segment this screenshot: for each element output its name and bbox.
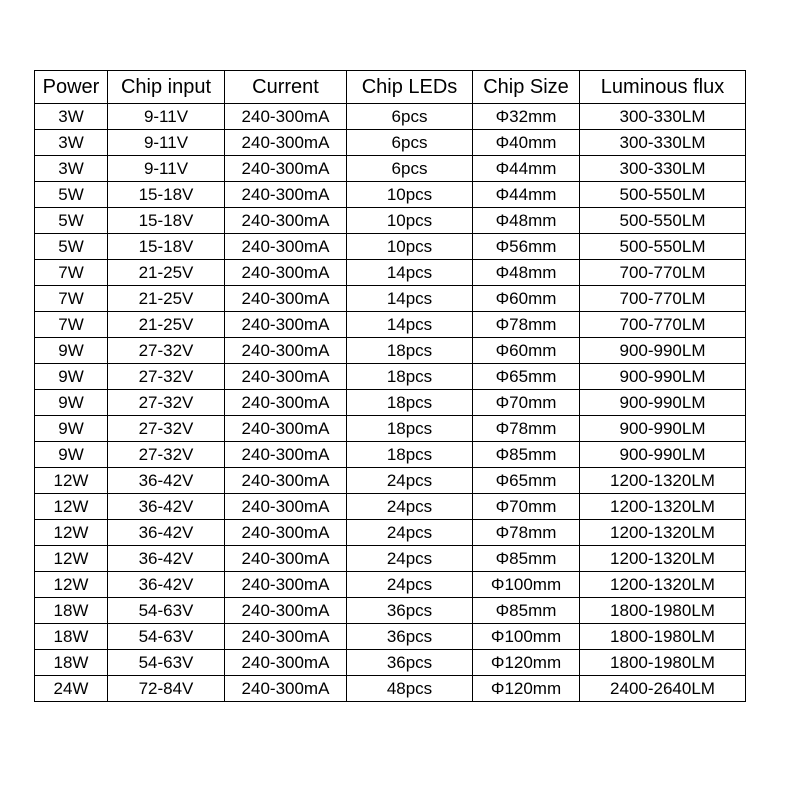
chip-size-cell: Φ120mm: [473, 650, 580, 676]
luminous-flux-cell: 1200-1320LM: [580, 546, 746, 572]
chip-size-cell: Φ85mm: [473, 598, 580, 624]
chip-input-cell: 27-32V: [108, 442, 225, 468]
chip-size-cell: Φ70mm: [473, 390, 580, 416]
current-cell: 240-300mA: [225, 676, 347, 702]
chip-input-cell: 15-18V: [108, 182, 225, 208]
current-cell: 240-300mA: [225, 416, 347, 442]
led-spec-table: [34, 70, 746, 702]
chip-input-cell: 36-42V: [108, 546, 225, 572]
chip-leds-cell: 14pcs: [347, 260, 473, 286]
chip-input-cell: 54-63V: [108, 650, 225, 676]
luminous-flux-cell: 1800-1980LM: [580, 624, 746, 650]
power-cell: 7W: [35, 286, 108, 312]
chip-size-cell: Φ32mm: [473, 104, 580, 130]
luminous-flux-cell: 700-770LM: [580, 312, 746, 338]
table-row: [35, 624, 746, 650]
power-cell: 12W: [35, 520, 108, 546]
chip-size-cell: Φ60mm: [473, 338, 580, 364]
current-cell: 240-300mA: [225, 208, 347, 234]
current-cell: 240-300mA: [225, 494, 347, 520]
power-cell: 9W: [35, 364, 108, 390]
table-row: [35, 260, 746, 286]
chip-input-cell: 27-32V: [108, 390, 225, 416]
chip-input-cell: 9-11V: [108, 156, 225, 182]
current-cell: 240-300mA: [225, 624, 347, 650]
luminous-flux-cell: 1800-1980LM: [580, 650, 746, 676]
chip-size-cell: Φ40mm: [473, 130, 580, 156]
luminous-flux-cell: 500-550LM: [580, 234, 746, 260]
chip-input-cell: 21-25V: [108, 286, 225, 312]
luminous-flux-cell: 900-990LM: [580, 338, 746, 364]
table-row: [35, 468, 746, 494]
power-cell: 12W: [35, 468, 108, 494]
current-cell: 240-300mA: [225, 286, 347, 312]
chip-size-cell: Φ65mm: [473, 364, 580, 390]
chip-input-cell: 9-11V: [108, 130, 225, 156]
chip-leds-cell: 24pcs: [347, 572, 473, 598]
table-row: [35, 104, 746, 130]
table-row: [35, 286, 746, 312]
chip-size-cell: Φ85mm: [473, 546, 580, 572]
chip-size-cell: Φ56mm: [473, 234, 580, 260]
chip-leds-cell: 24pcs: [347, 520, 473, 546]
chip-leds-cell: 14pcs: [347, 312, 473, 338]
current-cell: 240-300mA: [225, 572, 347, 598]
current-cell: 240-300mA: [225, 442, 347, 468]
chip-leds-cell: 48pcs: [347, 676, 473, 702]
table-row: [35, 364, 746, 390]
chip-size-cell: Φ48mm: [473, 260, 580, 286]
chip-size-cell: Φ48mm: [473, 208, 580, 234]
current-cell: 240-300mA: [225, 338, 347, 364]
current-cell: 240-300mA: [225, 390, 347, 416]
chip-size-cell: Φ120mm: [473, 676, 580, 702]
power-cell: 5W: [35, 234, 108, 260]
chip-size-cell: Φ70mm: [473, 494, 580, 520]
chip-size-cell: Φ100mm: [473, 572, 580, 598]
chip-leds-cell: 10pcs: [347, 208, 473, 234]
chip-leds-cell: 18pcs: [347, 416, 473, 442]
table-body: [35, 104, 746, 702]
current-cell: 240-300mA: [225, 182, 347, 208]
chip-input-cell: 36-42V: [108, 520, 225, 546]
current-cell: 240-300mA: [225, 520, 347, 546]
chip-leds-cell: 18pcs: [347, 338, 473, 364]
current-cell: 240-300mA: [225, 260, 347, 286]
current-cell: 240-300mA: [225, 364, 347, 390]
current-cell: 240-300mA: [225, 650, 347, 676]
luminous-flux-cell: 1200-1320LM: [580, 494, 746, 520]
current-cell: 240-300mA: [225, 546, 347, 572]
table-row: [35, 442, 746, 468]
table-row: [35, 650, 746, 676]
luminous-flux-cell: 700-770LM: [580, 260, 746, 286]
table-header: [35, 71, 746, 104]
chip-leds-cell: 36pcs: [347, 598, 473, 624]
chip-input-cell: 36-42V: [108, 468, 225, 494]
power-cell: 7W: [35, 312, 108, 338]
table-row: [35, 234, 746, 260]
luminous-flux-cell: 1200-1320LM: [580, 520, 746, 546]
chip-input-cell: 15-18V: [108, 208, 225, 234]
header-current: Current: [225, 71, 347, 104]
chip-input-cell: 36-42V: [108, 572, 225, 598]
chip-input-cell: 15-18V: [108, 234, 225, 260]
current-cell: 240-300mA: [225, 598, 347, 624]
power-cell: 12W: [35, 572, 108, 598]
chip-leds-cell: 18pcs: [347, 442, 473, 468]
chip-leds-cell: 18pcs: [347, 364, 473, 390]
current-cell: 240-300mA: [225, 468, 347, 494]
table-row: [35, 130, 746, 156]
chip-input-cell: 54-63V: [108, 598, 225, 624]
chip-size-cell: Φ85mm: [473, 442, 580, 468]
table-row: [35, 520, 746, 546]
luminous-flux-cell: 900-990LM: [580, 442, 746, 468]
luminous-flux-cell: 300-330LM: [580, 104, 746, 130]
header-chip-leds: Chip LEDs: [347, 71, 473, 104]
power-cell: 3W: [35, 130, 108, 156]
chip-size-cell: Φ44mm: [473, 182, 580, 208]
luminous-flux-cell: 1200-1320LM: [580, 572, 746, 598]
chip-size-cell: Φ100mm: [473, 624, 580, 650]
luminous-flux-cell: 900-990LM: [580, 364, 746, 390]
chip-leds-cell: 14pcs: [347, 286, 473, 312]
table-row: [35, 494, 746, 520]
power-cell: 3W: [35, 104, 108, 130]
header-chip-size: Chip Size: [473, 71, 580, 104]
table-row: [35, 416, 746, 442]
chip-input-cell: 54-63V: [108, 624, 225, 650]
table-row: [35, 676, 746, 702]
chip-leds-cell: 24pcs: [347, 546, 473, 572]
chip-leds-cell: 6pcs: [347, 156, 473, 182]
current-cell: 240-300mA: [225, 130, 347, 156]
luminous-flux-cell: 900-990LM: [580, 390, 746, 416]
luminous-flux-cell: 300-330LM: [580, 156, 746, 182]
power-cell: 12W: [35, 494, 108, 520]
power-cell: 24W: [35, 676, 108, 702]
power-cell: 9W: [35, 390, 108, 416]
chip-input-cell: 27-32V: [108, 364, 225, 390]
chip-input-cell: 21-25V: [108, 260, 225, 286]
luminous-flux-cell: 1200-1320LM: [580, 468, 746, 494]
current-cell: 240-300mA: [225, 312, 347, 338]
current-cell: 240-300mA: [225, 156, 347, 182]
table-row: [35, 208, 746, 234]
table-row: [35, 156, 746, 182]
chip-leds-cell: 36pcs: [347, 624, 473, 650]
chip-size-cell: Φ78mm: [473, 312, 580, 338]
chip-leds-cell: 24pcs: [347, 468, 473, 494]
luminous-flux-cell: 900-990LM: [580, 416, 746, 442]
table-row: [35, 546, 746, 572]
table-row: [35, 182, 746, 208]
power-cell: 9W: [35, 442, 108, 468]
current-cell: 240-300mA: [225, 234, 347, 260]
chip-leds-cell: 10pcs: [347, 182, 473, 208]
chip-size-cell: Φ78mm: [473, 416, 580, 442]
power-cell: 18W: [35, 598, 108, 624]
chip-input-cell: 27-32V: [108, 416, 225, 442]
chip-size-cell: Φ78mm: [473, 520, 580, 546]
header-luminous-flux: Luminous flux: [580, 71, 746, 104]
luminous-flux-cell: 500-550LM: [580, 208, 746, 234]
chip-size-cell: Φ65mm: [473, 468, 580, 494]
power-cell: 9W: [35, 416, 108, 442]
power-cell: 12W: [35, 546, 108, 572]
header-power: Power: [35, 71, 108, 104]
chip-leds-cell: 6pcs: [347, 130, 473, 156]
power-cell: 7W: [35, 260, 108, 286]
chip-input-cell: 9-11V: [108, 104, 225, 130]
luminous-flux-cell: 300-330LM: [580, 130, 746, 156]
chip-size-cell: Φ60mm: [473, 286, 580, 312]
chip-leds-cell: 10pcs: [347, 234, 473, 260]
luminous-flux-cell: 1800-1980LM: [580, 598, 746, 624]
luminous-flux-cell: 2400-2640LM: [580, 676, 746, 702]
chip-input-cell: 21-25V: [108, 312, 225, 338]
table-row: [35, 312, 746, 338]
table-row: [35, 338, 746, 364]
power-cell: 5W: [35, 208, 108, 234]
table-row: [35, 572, 746, 598]
header-chip-input: Chip input: [108, 71, 225, 104]
chip-leds-cell: 36pcs: [347, 650, 473, 676]
power-cell: 18W: [35, 624, 108, 650]
chip-leds-cell: 18pcs: [347, 390, 473, 416]
chip-input-cell: 27-32V: [108, 338, 225, 364]
luminous-flux-cell: 700-770LM: [580, 286, 746, 312]
table-row: [35, 598, 746, 624]
power-cell: 9W: [35, 338, 108, 364]
power-cell: 3W: [35, 156, 108, 182]
current-cell: 240-300mA: [225, 104, 347, 130]
power-cell: 18W: [35, 650, 108, 676]
luminous-flux-cell: 500-550LM: [580, 182, 746, 208]
chip-size-cell: Φ44mm: [473, 156, 580, 182]
table-row: [35, 390, 746, 416]
chip-input-cell: 72-84V: [108, 676, 225, 702]
power-cell: 5W: [35, 182, 108, 208]
header-row: [35, 71, 746, 104]
chip-input-cell: 36-42V: [108, 494, 225, 520]
chip-leds-cell: 24pcs: [347, 494, 473, 520]
chip-leds-cell: 6pcs: [347, 104, 473, 130]
